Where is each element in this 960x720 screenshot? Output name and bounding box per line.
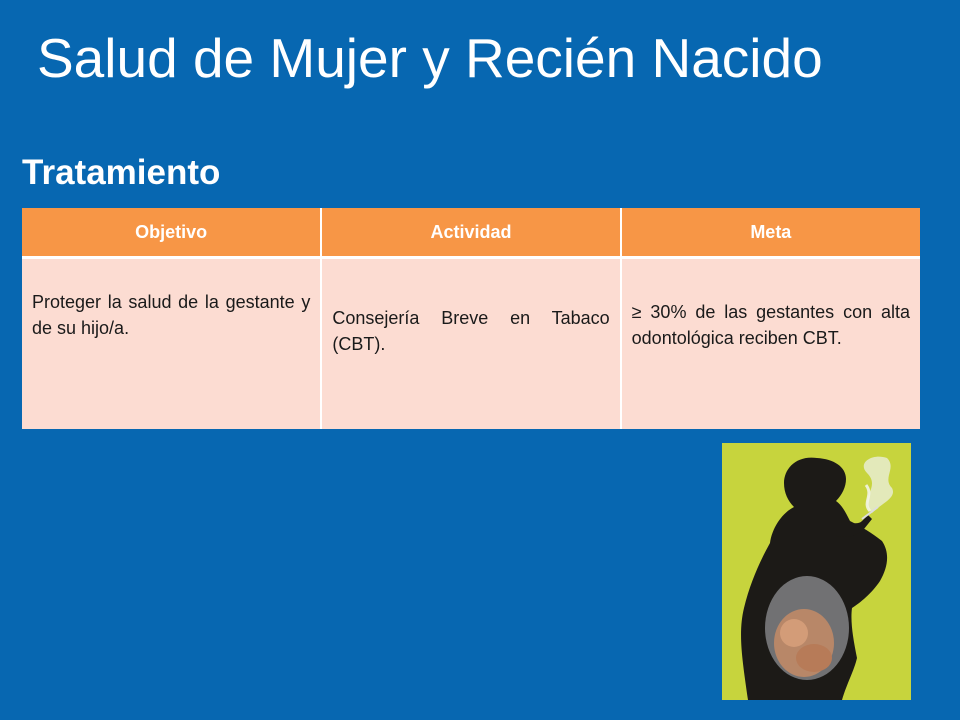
cell-objetivo bbox=[22, 258, 321, 430]
cell-meta-text: ≥ 30% de las gestantes con alta odontológica reciben CBT. bbox=[631, 302, 910, 348]
cell-meta bbox=[621, 258, 920, 430]
pregnant-woman-smoking-image bbox=[722, 443, 911, 700]
slide-subtitle: Tratamiento bbox=[22, 153, 221, 192]
table-header-row bbox=[22, 208, 920, 258]
pregnant-woman-smoking-icon bbox=[722, 443, 911, 700]
header-actividad: Actividad bbox=[321, 208, 620, 258]
header-objetivo: Objetivo bbox=[22, 208, 321, 258]
cell-objetivo-text: Proteger la salud de la gestante y de su hijo/a. bbox=[32, 292, 311, 338]
slide-title: Salud de Mujer y Recién Nacido bbox=[37, 27, 823, 89]
table-row bbox=[22, 258, 920, 430]
cell-actividad bbox=[321, 258, 620, 430]
treatment-table bbox=[22, 208, 920, 429]
header-meta: Meta bbox=[621, 208, 920, 258]
cell-actividad-text: Consejería Breve en Tabaco (CBT). bbox=[332, 308, 610, 354]
